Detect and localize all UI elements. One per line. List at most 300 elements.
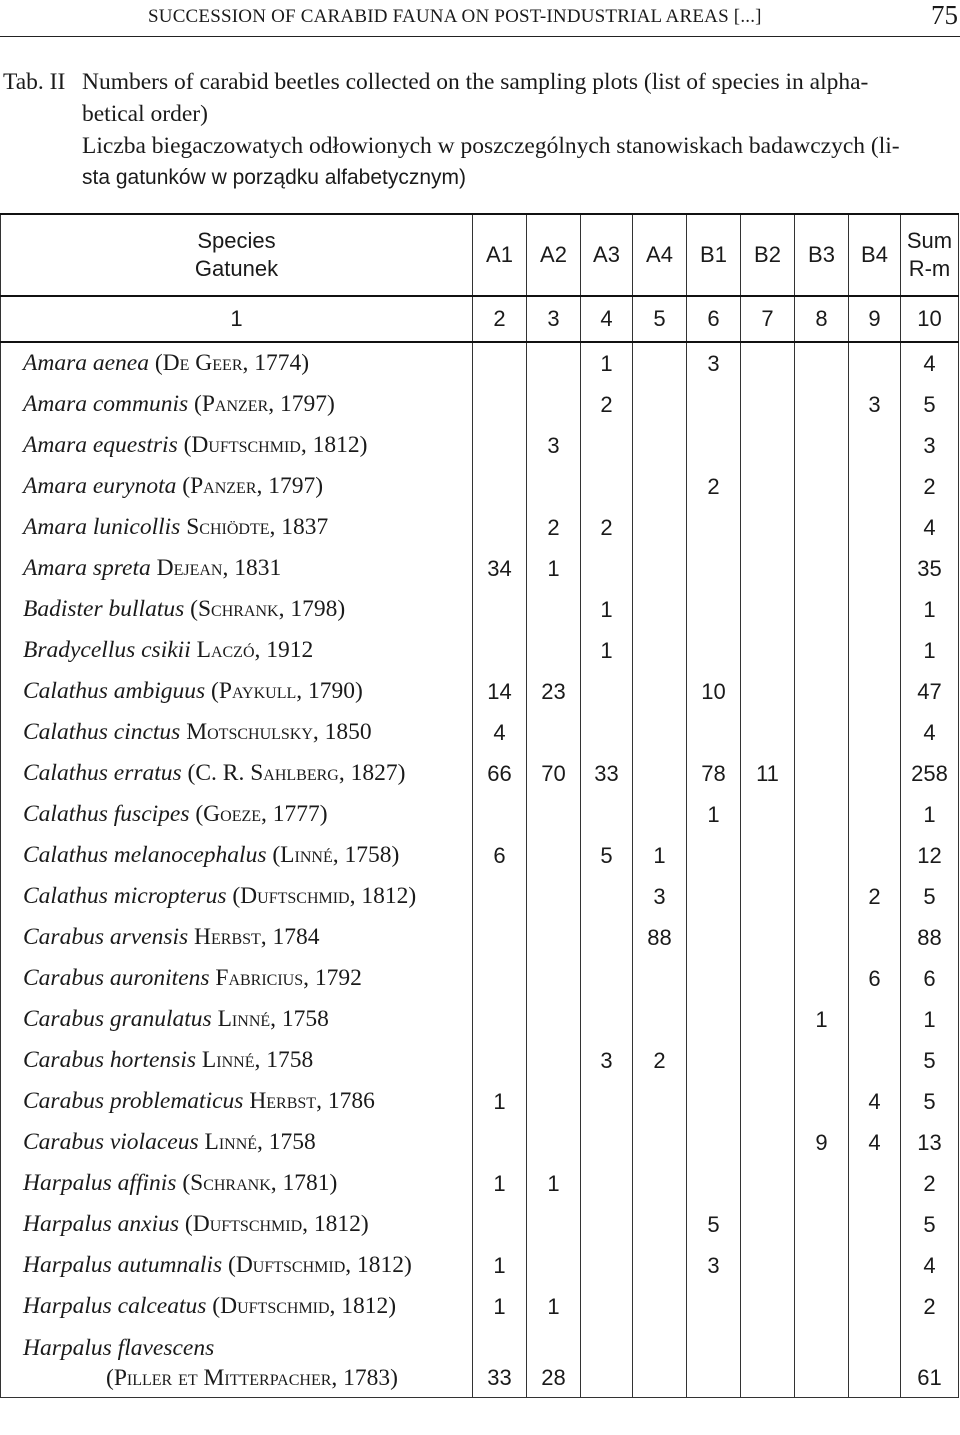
sum-cell: 4 <box>901 342 959 384</box>
species-name-cell <box>1 835 473 876</box>
sum-header-label: Sum <box>906 228 953 253</box>
value-cell <box>795 507 849 548</box>
species-epithet: granulatus <box>109 1006 212 1032</box>
value-cell <box>741 1204 795 1245</box>
value-cell <box>581 958 633 999</box>
sum-cell: 3 <box>901 425 959 466</box>
sum-header <box>901 214 959 296</box>
value-cell: 1 <box>581 589 633 630</box>
value-cell: 4 <box>849 1122 901 1163</box>
species-genus: Badister <box>23 596 103 622</box>
value-cell <box>633 794 687 835</box>
value-cell <box>741 1040 795 1081</box>
value-cell <box>741 876 795 917</box>
species-epithet: lunicollis <box>92 514 181 540</box>
species-author: (Duftschmid, 1812) <box>228 1252 412 1278</box>
value-cell <box>849 1327 901 1398</box>
value-cell: 1 <box>581 630 633 671</box>
species-genus: Amara <box>23 473 87 499</box>
species-name-cell <box>1 384 473 425</box>
table-row <box>1 958 959 999</box>
value-cell <box>741 1245 795 1286</box>
value-cell <box>795 1245 849 1286</box>
table-label: Tab. II <box>3 69 66 95</box>
species-author: Herbst, 1786 <box>249 1088 375 1114</box>
value-cell <box>849 999 901 1040</box>
species-epithet: aenea <box>92 350 149 376</box>
value-cell: 1 <box>633 835 687 876</box>
column-number: 2 <box>473 296 527 342</box>
value-cell: 9 <box>795 1122 849 1163</box>
species-epithet: bullatus <box>108 596 185 622</box>
value-cell <box>581 1245 633 1286</box>
table-row <box>1 466 959 507</box>
value-cell <box>687 712 741 753</box>
value-cell: 14 <box>473 671 527 712</box>
table-row <box>1 917 959 958</box>
table-row <box>1 1081 959 1122</box>
value-cell <box>849 507 901 548</box>
species-author: (Duftschmid, 1812) <box>183 432 368 458</box>
value-cell <box>795 712 849 753</box>
sum-cell: 12 <box>901 835 959 876</box>
species-name-cell <box>1 1163 473 1204</box>
value-cell <box>687 1040 741 1081</box>
species-genus: Amara <box>23 391 87 417</box>
table-row <box>1 671 959 712</box>
species-genus: Calathus <box>23 760 108 786</box>
value-cell <box>687 876 741 917</box>
value-cell <box>741 1286 795 1327</box>
value-cell <box>527 630 581 671</box>
value-cell <box>849 1040 901 1081</box>
value-cell <box>633 1286 687 1327</box>
species-genus: Carabus <box>23 965 104 991</box>
value-cell: 5 <box>687 1204 741 1245</box>
value-cell <box>581 1327 633 1398</box>
species-epithet: melanocephalus <box>113 842 267 868</box>
value-cell <box>473 1122 527 1163</box>
value-cell: 2 <box>581 507 633 548</box>
table-row <box>1 999 959 1040</box>
value-cell <box>795 1163 849 1204</box>
value-cell <box>633 1204 687 1245</box>
sum-cell: 47 <box>901 671 959 712</box>
value-cell: 1 <box>527 548 581 589</box>
value-cell <box>633 1163 687 1204</box>
value-cell <box>795 1286 849 1327</box>
column-number: 3 <box>527 296 581 342</box>
species-epithet: flavescens <box>117 1335 215 1361</box>
value-cell <box>581 1122 633 1163</box>
species-header-pl: Gatunek <box>194 256 279 281</box>
value-cell <box>473 794 527 835</box>
running-header <box>0 0 960 37</box>
value-cell <box>795 548 849 589</box>
species-table <box>0 213 959 1398</box>
value-cell: 1 <box>473 1245 527 1286</box>
species-name-cell <box>1 342 473 384</box>
column-header: A2 <box>527 214 581 296</box>
table-row <box>1 753 959 794</box>
species-name-line1 <box>23 1333 472 1363</box>
value-cell <box>849 630 901 671</box>
value-cell <box>849 835 901 876</box>
value-cell <box>581 876 633 917</box>
table-row <box>1 1040 959 1081</box>
table-row <box>1 794 959 835</box>
value-cell: 3 <box>633 876 687 917</box>
species-name-cell <box>1 1081 473 1122</box>
value-cell: 23 <box>527 671 581 712</box>
value-cell <box>687 548 741 589</box>
caption-polish-line2: sta gatunków w porządku alfabetycznym) <box>82 166 467 189</box>
value-cell <box>633 507 687 548</box>
table-row <box>1 1245 959 1286</box>
value-cell <box>795 425 849 466</box>
species-epithet: eurynota <box>92 473 177 499</box>
value-cell <box>795 835 849 876</box>
species-epithet: equestris <box>92 432 178 458</box>
value-cell <box>527 835 581 876</box>
sum-cell: 4 <box>901 712 959 753</box>
value-cell <box>741 958 795 999</box>
value-cell <box>687 1081 741 1122</box>
value-cell <box>795 1081 849 1122</box>
running-title: SUCCESSION OF CARABID FAUNA ON POST-INDUSTRIAL AREAS [...] <box>148 6 762 27</box>
value-cell <box>741 342 795 384</box>
value-cell <box>633 1327 687 1398</box>
value-cell <box>473 342 527 384</box>
value-cell: 5 <box>581 835 633 876</box>
value-cell: 11 <box>741 753 795 794</box>
value-cell <box>741 999 795 1040</box>
value-cell <box>849 1163 901 1204</box>
value-cell: 66 <box>473 753 527 794</box>
species-epithet: fuscipes <box>113 801 190 827</box>
species-genus: Carabus <box>23 1006 104 1032</box>
value-cell: 88 <box>633 917 687 958</box>
table-row <box>1 1327 959 1398</box>
sum-cell: 35 <box>901 548 959 589</box>
species-name-cell <box>1 507 473 548</box>
species-name-cell <box>1 712 473 753</box>
species-genus: Bradycellus <box>23 637 136 663</box>
value-cell <box>741 630 795 671</box>
value-cell <box>849 917 901 958</box>
species-author: (Duftschmid, 1812) <box>232 883 417 909</box>
value-cell: 1 <box>687 794 741 835</box>
value-cell <box>473 425 527 466</box>
value-cell <box>795 384 849 425</box>
species-name-cell <box>1 466 473 507</box>
table-row <box>1 507 959 548</box>
value-cell <box>633 630 687 671</box>
value-cell <box>741 1081 795 1122</box>
value-cell <box>849 589 901 630</box>
sum-cell: 1 <box>901 630 959 671</box>
species-epithet: violaceus <box>109 1129 199 1155</box>
value-cell <box>581 1286 633 1327</box>
species-genus: Carabus <box>23 1088 104 1114</box>
species-name-cell <box>1 1327 473 1398</box>
value-cell <box>527 589 581 630</box>
value-cell <box>849 671 901 712</box>
species-epithet: problematicus <box>109 1088 244 1114</box>
caption-polish-line1: Liczba biegaczowatych odłowionych w poszczególnych stanowiskach badawczych (li- <box>82 133 900 159</box>
value-cell <box>633 1122 687 1163</box>
value-cell <box>527 384 581 425</box>
value-cell <box>741 794 795 835</box>
value-cell <box>527 712 581 753</box>
species-name-cell <box>1 876 473 917</box>
sum-cell: 5 <box>901 384 959 425</box>
sum-header-sub: R-m <box>908 256 951 281</box>
species-genus: Amara <box>23 514 87 540</box>
value-cell <box>473 507 527 548</box>
value-cell: 2 <box>527 507 581 548</box>
value-cell <box>527 1122 581 1163</box>
species-author: (Piller et Mitterpacher, 1783) <box>106 1365 398 1391</box>
value-cell <box>687 999 741 1040</box>
page-number: 75 <box>931 0 958 30</box>
value-cell <box>741 425 795 466</box>
value-cell <box>849 712 901 753</box>
species-epithet: calceatus <box>117 1293 207 1319</box>
value-cell <box>633 425 687 466</box>
value-cell <box>849 466 901 507</box>
value-cell: 1 <box>473 1163 527 1204</box>
value-cell <box>633 589 687 630</box>
value-cell <box>795 630 849 671</box>
sum-cell: 6 <box>901 958 959 999</box>
value-cell <box>581 999 633 1040</box>
table-row <box>1 342 959 384</box>
species-name-cell <box>1 671 473 712</box>
value-cell <box>741 548 795 589</box>
table-row <box>1 1163 959 1204</box>
species-name-cell <box>1 958 473 999</box>
value-cell <box>687 425 741 466</box>
value-cell <box>795 589 849 630</box>
table-row <box>1 548 959 589</box>
table-row <box>1 630 959 671</box>
species-genus: Harpalus <box>23 1335 112 1361</box>
value-cell <box>687 835 741 876</box>
value-cell <box>633 466 687 507</box>
species-genus: Amara <box>23 555 87 581</box>
value-cell <box>581 425 633 466</box>
value-cell: 1 <box>473 1286 527 1327</box>
sum-cell: 5 <box>901 876 959 917</box>
species-genus: Carabus <box>23 1047 104 1073</box>
species-name-cell <box>1 548 473 589</box>
value-cell <box>849 794 901 835</box>
value-cell: 6 <box>473 835 527 876</box>
caption-polish <box>82 130 958 194</box>
species-epithet: hortensis <box>109 1047 197 1073</box>
value-cell <box>473 630 527 671</box>
value-cell <box>633 958 687 999</box>
column-number: 9 <box>849 296 901 342</box>
species-epithet: csikii <box>141 637 191 663</box>
species-author: (Duftschmid, 1812) <box>184 1211 369 1237</box>
value-cell: 3 <box>581 1040 633 1081</box>
species-epithet: affinis <box>117 1170 177 1196</box>
value-cell: 28 <box>527 1327 581 1398</box>
value-cell <box>581 794 633 835</box>
species-genus: Amara <box>23 432 87 458</box>
species-genus: Amara <box>23 350 87 376</box>
species-name-cell <box>1 917 473 958</box>
value-cell <box>527 1040 581 1081</box>
value-cell <box>741 1327 795 1398</box>
species-epithet: erratus <box>113 760 182 786</box>
value-cell: 6 <box>849 958 901 999</box>
species-genus: Harpalus <box>23 1211 112 1237</box>
value-cell <box>527 1245 581 1286</box>
value-cell <box>741 917 795 958</box>
value-cell: 1 <box>473 1081 527 1122</box>
sum-cell: 2 <box>901 466 959 507</box>
species-author: Laczó, 1912 <box>196 637 314 663</box>
value-cell: 10 <box>687 671 741 712</box>
value-cell <box>633 671 687 712</box>
value-cell <box>741 671 795 712</box>
species-author: (Duftschmid, 1812) <box>212 1293 397 1319</box>
value-cell <box>687 384 741 425</box>
value-cell <box>633 712 687 753</box>
value-cell <box>527 876 581 917</box>
column-number-row <box>1 296 959 342</box>
species-epithet: anxius <box>117 1211 180 1237</box>
table-row <box>1 1286 959 1327</box>
value-cell: 33 <box>473 1327 527 1398</box>
value-cell <box>849 425 901 466</box>
column-number: 1 <box>1 296 473 342</box>
value-cell <box>741 507 795 548</box>
value-cell: 2 <box>687 466 741 507</box>
value-cell <box>795 342 849 384</box>
value-cell: 4 <box>849 1081 901 1122</box>
table-row <box>1 1122 959 1163</box>
value-cell <box>527 917 581 958</box>
species-name-cell <box>1 589 473 630</box>
species-author: (Linné, 1758) <box>272 842 400 868</box>
species-epithet: spreta <box>92 555 151 581</box>
species-genus: Calathus <box>23 678 108 704</box>
species-author: Schiödte, 1837 <box>186 514 329 540</box>
value-cell <box>633 384 687 425</box>
species-header <box>1 214 473 296</box>
species-name-cell <box>1 1122 473 1163</box>
header-row <box>1 214 959 296</box>
value-cell: 34 <box>473 548 527 589</box>
sum-cell: 4 <box>901 1245 959 1286</box>
column-number: 5 <box>633 296 687 342</box>
column-header: B2 <box>741 214 795 296</box>
column-header: A4 <box>633 214 687 296</box>
species-genus: Calathus <box>23 842 108 868</box>
sum-cell: 4 <box>901 507 959 548</box>
species-epithet: communis <box>92 391 189 417</box>
value-cell: 4 <box>473 712 527 753</box>
value-cell: 3 <box>527 425 581 466</box>
value-cell: 78 <box>687 753 741 794</box>
species-epithet: auronitens <box>109 965 210 991</box>
caption-english-line1: Numbers of carabid beetles collected on the sampling plots (list of species in alpha- <box>82 69 869 95</box>
sum-cell: 2 <box>901 1163 959 1204</box>
species-author: (Paykull, 1790) <box>211 678 363 704</box>
column-number: 4 <box>581 296 633 342</box>
species-author: (C. R. Sahlberg, 1827) <box>187 760 406 786</box>
value-cell <box>527 466 581 507</box>
value-cell <box>527 794 581 835</box>
value-cell <box>473 589 527 630</box>
value-cell <box>633 342 687 384</box>
table-row <box>1 835 959 876</box>
species-epithet: ambiguus <box>113 678 206 704</box>
species-author: Linné, 1758 <box>201 1047 314 1073</box>
value-cell <box>687 917 741 958</box>
value-cell <box>581 671 633 712</box>
value-cell <box>581 1204 633 1245</box>
sum-cell: 61 <box>901 1327 959 1398</box>
value-cell <box>473 1204 527 1245</box>
value-cell <box>633 999 687 1040</box>
value-cell <box>473 384 527 425</box>
species-name-cell <box>1 425 473 466</box>
species-name-cell <box>1 794 473 835</box>
species-name-cell <box>1 1245 473 1286</box>
value-cell <box>687 1163 741 1204</box>
table-row <box>1 589 959 630</box>
value-cell: 2 <box>633 1040 687 1081</box>
value-cell <box>581 1081 633 1122</box>
species-name-cell <box>1 1040 473 1081</box>
sum-cell: 258 <box>901 753 959 794</box>
value-cell <box>473 958 527 999</box>
caption-english <box>82 66 958 130</box>
value-cell: 2 <box>581 384 633 425</box>
value-cell <box>687 1122 741 1163</box>
caption-english-line2: betical order) <box>82 101 208 127</box>
table-row <box>1 876 959 917</box>
value-cell <box>581 1163 633 1204</box>
table-row <box>1 425 959 466</box>
value-cell <box>741 466 795 507</box>
value-cell <box>741 589 795 630</box>
value-cell <box>687 958 741 999</box>
value-cell <box>633 548 687 589</box>
value-cell <box>849 753 901 794</box>
value-cell <box>849 342 901 384</box>
species-name-cell <box>1 630 473 671</box>
value-cell: 3 <box>687 342 741 384</box>
value-cell <box>687 589 741 630</box>
value-cell <box>581 466 633 507</box>
species-genus: Carabus <box>23 924 104 950</box>
value-cell <box>473 876 527 917</box>
species-epithet: arvensis <box>109 924 189 950</box>
value-cell <box>849 1286 901 1327</box>
species-genus: Calathus <box>23 883 108 909</box>
sum-cell: 5 <box>901 1081 959 1122</box>
species-author: Herbst, 1784 <box>194 924 320 950</box>
value-cell <box>795 671 849 712</box>
table-row <box>1 1204 959 1245</box>
sum-cell: 5 <box>901 1040 959 1081</box>
